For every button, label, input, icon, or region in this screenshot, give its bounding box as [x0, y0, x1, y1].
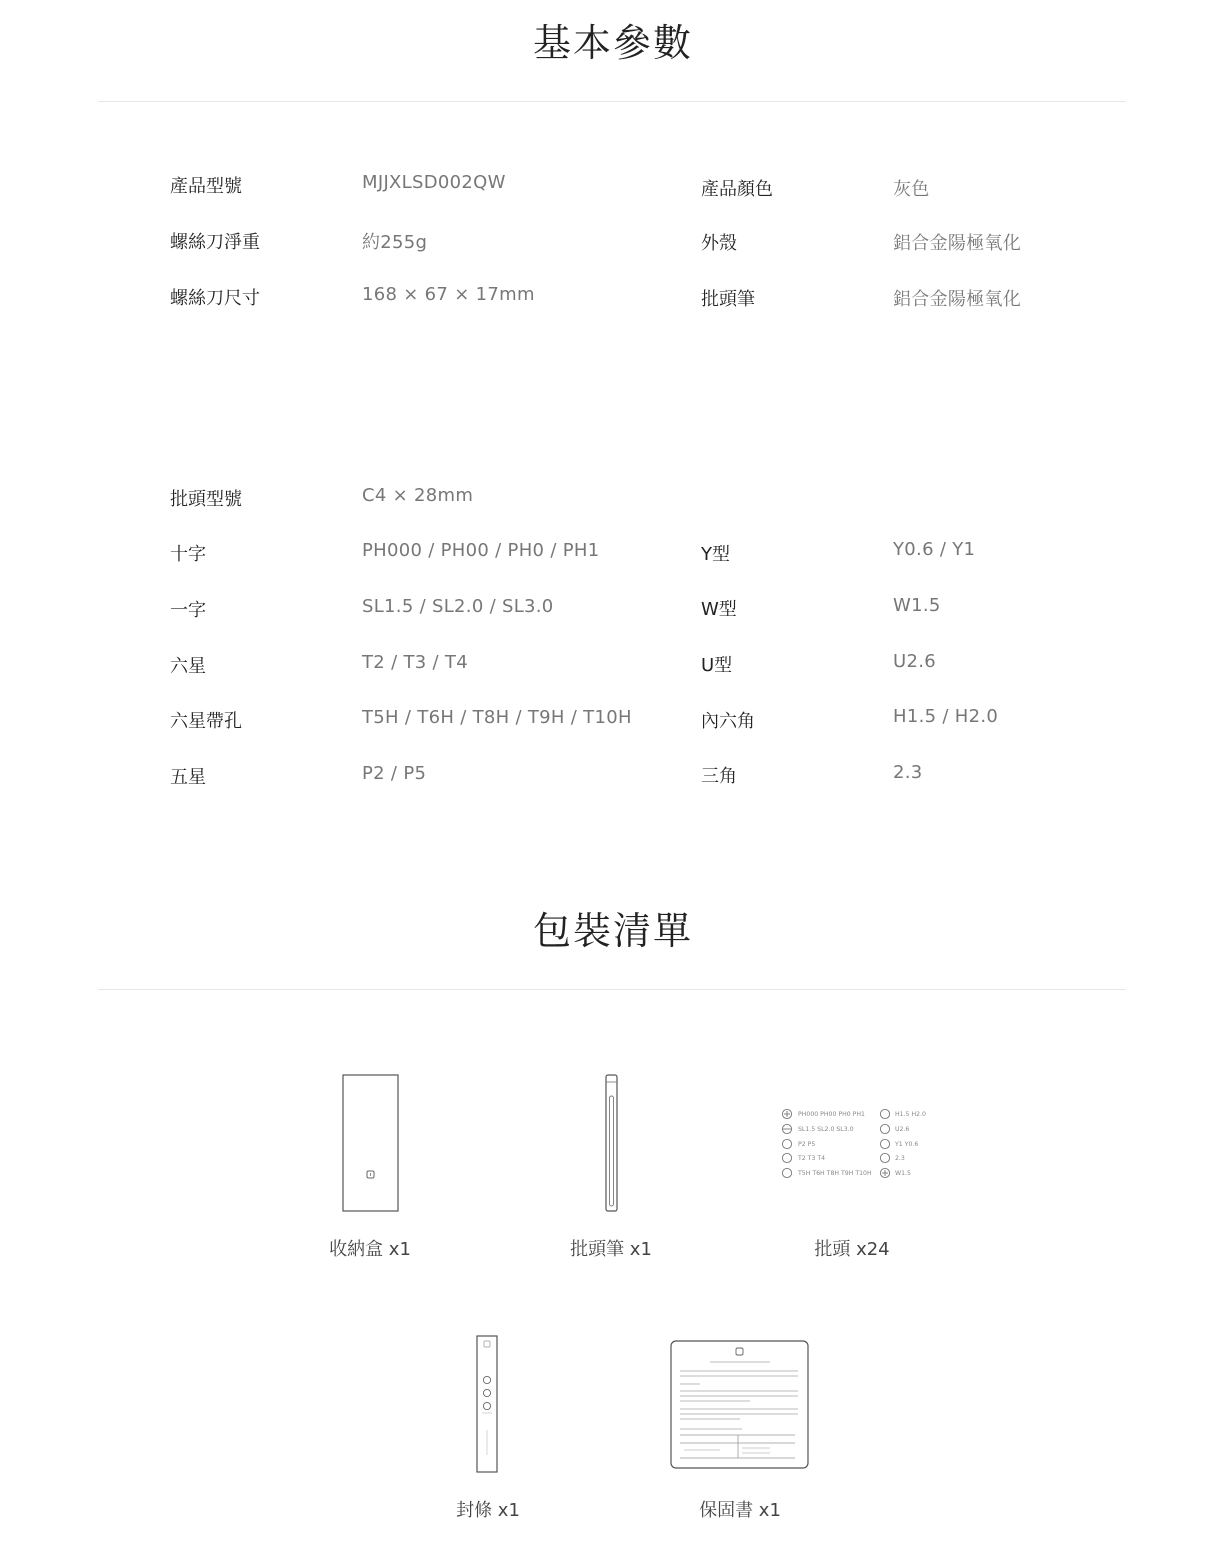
bit-label-hex: 內六角 [701, 711, 755, 732]
bit-value-torx-hole: T5H / T6H / T8H / T9H / T10H [362, 707, 632, 728]
spec-value-bit-handle: 鋁合金陽極氧化 [893, 289, 1022, 310]
bit-label-u-type: U型 [701, 655, 733, 676]
spec-divider [98, 101, 1126, 102]
spec-value-shell: 鋁合金陽極氧化 [893, 233, 1022, 254]
warranty-card-icon [670, 1340, 810, 1470]
bit-chart-caption: 批頭 x24 [814, 1239, 890, 1260]
warranty-card-caption: 保固書 x1 [699, 1500, 781, 1521]
spec-value-color: 灰色 [893, 179, 930, 200]
package-divider [98, 989, 1126, 990]
bit-value-hex: H1.5 / H2.0 [893, 706, 999, 727]
bit-header-label: 批頭型號 [170, 489, 242, 510]
bit-label-triangle: 三角 [701, 766, 737, 787]
storage-box-icon [342, 1074, 400, 1214]
bit-value-torx: T2 / T3 / T4 [362, 652, 468, 673]
bit-value-triangle: 2.3 [893, 762, 923, 783]
bit-chart-right-0: H1.5 H2.0 [895, 1111, 926, 1118]
bit-chart-left-0: PH000 PH00 PH0 PH1 [798, 1111, 865, 1118]
spec-section-title: 基本參數 [532, 21, 693, 65]
bit-chart-right-4: W1.5 [895, 1170, 911, 1177]
bit-chart-left-2: P2 P5 [798, 1141, 816, 1148]
bit-label-y-type: Y型 [701, 544, 730, 565]
bit-chart-left-3: T2 T3 T4 [798, 1155, 826, 1162]
bit-chart-right-3: 2.3 [895, 1155, 905, 1162]
bit-label-torx: 六星 [170, 656, 206, 677]
bit-chart-right-1: U2.6 [895, 1126, 910, 1133]
bit-value-phillips: PH000 / PH00 / PH0 / PH1 [362, 540, 600, 561]
spec-label-shell: 外殼 [701, 233, 737, 254]
spec-label-color: 產品顏色 [701, 179, 773, 200]
bit-label-pentalobe: 五星 [170, 767, 206, 788]
bit-label-w-type: W型 [701, 599, 737, 620]
bit-label-phillips: 十字 [170, 544, 206, 565]
bit-chart-left-1: SL1.5 SL2.0 SL3.0 [798, 1126, 854, 1133]
spec-label-size: 螺絲刀尺寸 [170, 288, 260, 309]
bit-value-w-type: W1.5 [893, 595, 941, 616]
bit-chart-icon [778, 1104, 928, 1180]
seal-strip-caption: 封條 x1 [456, 1500, 520, 1521]
spec-label-bit-handle: 批頭筆 [701, 289, 755, 310]
bit-value-slotted: SL1.5 / SL2.0 / SL3.0 [362, 596, 554, 617]
bit-label-torx-hole: 六星帶孔 [170, 711, 242, 732]
bit-value-y-type: Y0.6 / Y1 [893, 539, 976, 560]
storage-box-caption: 收納盒 x1 [329, 1239, 411, 1260]
spec-value-size: 168 × 67 × 17mm [362, 284, 535, 305]
spec-value-model: MJJXLSD002QW [362, 172, 506, 193]
bit-value-pentalobe: P2 / P5 [362, 763, 427, 784]
spec-value-weight: 約255g [362, 232, 428, 253]
bit-chart-left-4: T5H T6H T8H T9H T10H [798, 1170, 872, 1177]
package-section-title: 包裝清單 [532, 909, 693, 953]
bit-value-u-type: U2.6 [893, 651, 937, 672]
bit-handle-icon [604, 1074, 620, 1214]
bit-chart-right-2: Y1 Y0.6 [895, 1141, 919, 1148]
spec-label-model: 產品型號 [170, 176, 242, 197]
bit-header-value: C4 × 28mm [362, 485, 474, 506]
seal-strip-icon [476, 1335, 500, 1475]
bit-handle-caption: 批頭筆 x1 [570, 1239, 652, 1260]
spec-label-weight: 螺絲刀淨重 [170, 232, 260, 253]
bit-label-slotted: 一字 [170, 600, 206, 621]
